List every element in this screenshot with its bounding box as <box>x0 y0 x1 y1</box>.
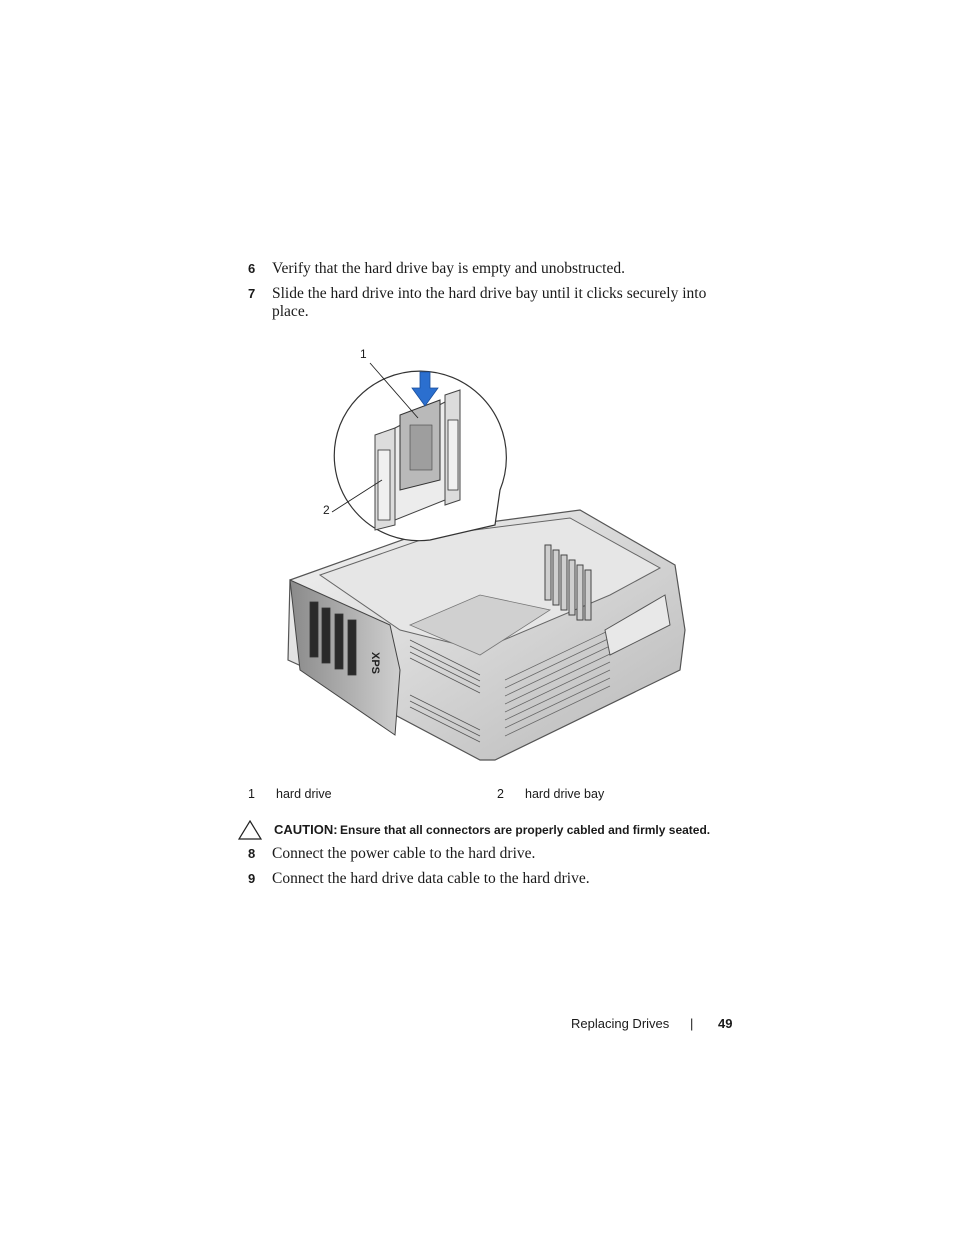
caution-heading: CAUTION: <box>274 822 338 837</box>
caution-triangle-icon <box>238 820 262 840</box>
step-text: Connect the hard drive data cable to the hard drive. <box>272 870 590 887</box>
chassis <box>288 510 685 760</box>
legend-label-1: hard drive <box>276 787 332 801</box>
legend-label-2: hard drive bay <box>525 787 605 801</box>
footer-separator: | <box>690 1016 694 1031</box>
caution-notice <box>238 820 758 842</box>
callout-label-2: 2 <box>323 503 330 517</box>
hard-drive <box>400 400 440 490</box>
step-text: Slide the hard drive into the hard drive bay until it clicks securely into place. <box>272 285 707 320</box>
step-number: 9 <box>248 871 256 886</box>
step-number: 8 <box>248 846 256 861</box>
brand-logo: XPS <box>369 652 381 675</box>
step-text: Connect the power cable to the hard drive. <box>272 845 536 862</box>
legend-number-1: 1 <box>248 787 255 801</box>
callout-label-1: 1 <box>360 347 367 361</box>
step-text: Verify that the hard drive bay is empty and unobstructed. <box>272 260 625 277</box>
step-number: 7 <box>248 286 256 301</box>
footer-section-title: Replacing Drives <box>571 1016 670 1031</box>
caution-text: Ensure that all connectors are properly cabled and firmly seated. <box>340 823 711 837</box>
hard-drive-installation-figure <box>280 340 700 770</box>
page-number: 49 <box>718 1016 733 1031</box>
detail-magnifier <box>334 371 506 541</box>
computer-chassis-illustration <box>280 340 700 770</box>
legend-number-2: 2 <box>497 787 504 801</box>
step-number: 6 <box>248 261 256 276</box>
